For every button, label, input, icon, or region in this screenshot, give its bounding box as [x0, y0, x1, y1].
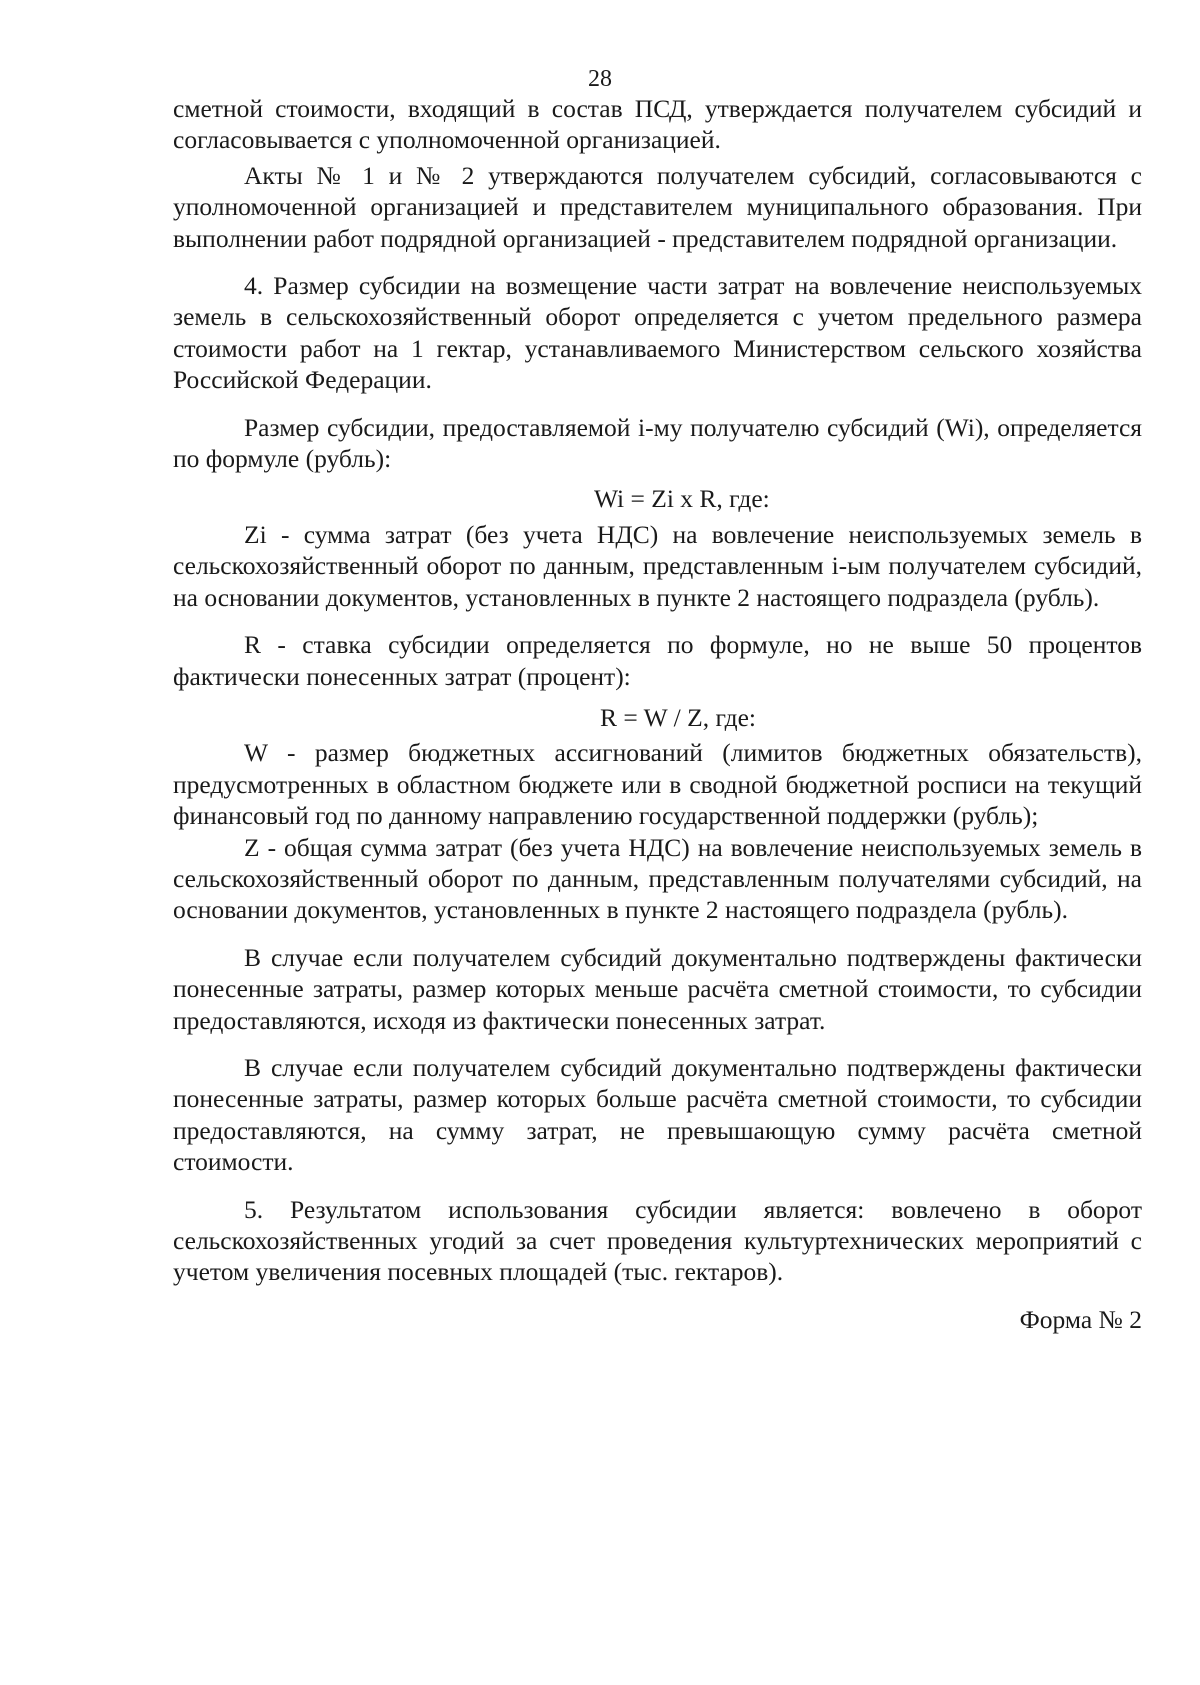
- page-number: 28: [588, 66, 612, 92]
- formula-r: R = W / Z, где:: [600, 702, 757, 732]
- paragraph-item-4: 4. Размер субсидии на возмещение части затрат на вовлечение неиспользуемых земель в сельскохозяйственный оборот определяется с учетом предельного размера стоимости работ на 1 гектар, устанавливаемого Министерством сельского хозяйства Российской Федерации.: [173, 271, 1142, 395]
- paragraph-case-less: В случае если получателем субсидий документально подтверждены фактически понесенные затраты, размер которых меньше расчёта сметной стоимости, то субсидии предоставляются, исходя из фактически понесенных затрат.: [173, 942, 1142, 1035]
- paragraph-w-definition: W - размер бюджетных ассигнований (лимитов бюджетных обязательств), предусмотренных в областном бюджете или в сводной бюджетной росписи на текущий финансовый год по данному направлению государственной поддержки (рубль);: [173, 738, 1142, 831]
- paragraph-r-definition: R - ставка субсидии определяется по формуле, но не выше 50 процентов фактически понесенных затрат (процент):: [173, 630, 1142, 691]
- paragraph-z-definition: Z - общая сумма затрат (без учета НДС) на вовлечение неиспользуемых земель в сельскохозяйственный оборот по данным, представленным получателями субсидий, на основании документов, установленных в пункте 2 настоящего подраздела (рубль).: [173, 832, 1142, 925]
- paragraph-acts: Акты № 1 и № 2 утверждаются получателем субсидий, согласовываются с уполномоченной организацией и представителем муниципального образования. При выполнении работ подрядной организацией - представителем подрядной организации.: [173, 160, 1142, 253]
- paragraph-item-5: 5. Результатом использования субсидии является: вовлечено в оборот сельскохозяйственных угодий за счет проведения культуртехнических мероприятий с учетом увеличения посевных площадей (тыс. гектаров).: [173, 1194, 1142, 1287]
- document-body: [173, 93, 1142, 1335]
- formula-wi: Wi = Zi x R, где:: [594, 484, 770, 514]
- paragraph-zi-definition: Zi - сумма затрат (без учета НДС) на вовлечение неиспользуемых земель в сельскохозяйственный оборот по данным, представленным i-ым получателем субсидий, на основании документов, установленных в пункте 2 настоящего подраздела (рубль).: [173, 519, 1142, 612]
- paragraph-psd-continuation: сметной стоимости, входящий в состав ПСД, утверждается получателем субсидий и согласовывается с уполномоченной организацией.: [173, 94, 1142, 155]
- paragraph-subsidy-size: Размер субсидии, предоставляемой i-му получателю субсидий (Wi), определяется по формуле (рубль):: [173, 412, 1142, 474]
- paragraph-case-more: В случае если получателем субсидий документально подтверждены фактически понесенные затраты, размер которых больше расчёта сметной стоимости, то субсидии предоставляются, на сумму затрат, не превышающую сумму расчёта сметной стоимости.: [173, 1052, 1142, 1177]
- form-label: Форма № 2: [1019, 1304, 1142, 1334]
